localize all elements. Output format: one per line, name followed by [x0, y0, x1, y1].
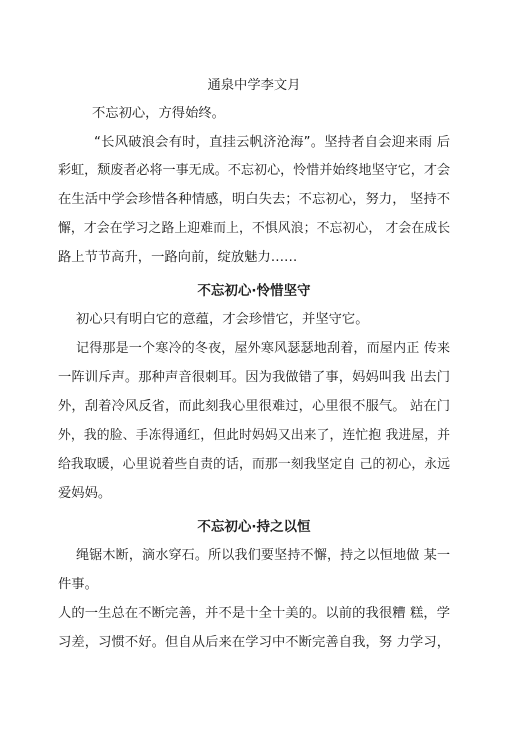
paragraph-line: 绳锯木断，滴水穿石。所以我们要坚持不懈，持之以恒地做 某一 [76, 548, 450, 563]
paragraph-line: 爱妈妈。 [58, 486, 112, 501]
intro-line: 彩虹，颓废者必将一事无成。不忘初心，怜惜并始终地坚守它，才会 [58, 163, 450, 178]
section-heading: 不忘初心·怜惜坚守 [197, 283, 311, 299]
paragraph-line: 件事。 [58, 577, 98, 592]
intro-line: “长风破浪会有时，直挂云帆济沧海”。坚持者自会迎来雨 后 [94, 135, 450, 150]
intro-line: 路上节节高升，一路向前，绽放魅力…… [58, 250, 298, 265]
paragraph-line: 给我取暖，心里说着些自责的话，而那一刻我坚定自 己的初心，永远 [58, 457, 450, 472]
paragraph-line: 外，我的脸、手冻得通红，但此时妈妈又出来了，连忙抱 我进屋，并 [58, 428, 450, 443]
paragraph-line: 人的一生总在不断完善，并不是十全十美的。以前的我很糟 糕，学 [58, 606, 450, 621]
paragraph-line: 一阵训斥声。那种声音很刺耳。因为我做错了事，妈妈叫我 出去门 [58, 370, 450, 385]
intro-line: 懈，才会在学习之路上迎难而上，不惧风浪；不忘初心， 才会在成长 [58, 221, 450, 236]
paragraph-line: 习差，习惯不好。但自从后来在学习中不断完善自我，努 力学习， [58, 635, 450, 650]
section-heading: 不忘初心·持之以恒 [197, 519, 311, 535]
intro-line: 在生活中学会珍惜各种情感，明白失去；不忘初心，努力， 坚持不 [58, 192, 450, 207]
paragraph-line: 初心只有明白它的意蕴，才会珍惜它，并坚守它。 [76, 312, 369, 327]
paragraph-line: 外，刮着冷风反省，而此刻我心里很难过，心里很不服气。 站在门 [58, 399, 450, 414]
author-line: 通泉中学李文月 [207, 78, 301, 93]
paragraph-line: 记得那是一个寒冷的冬夜，屋外寒风瑟瑟地刮着，而屋内正 传来 [76, 341, 450, 356]
motto: 不忘初心，方得始终。 [92, 106, 225, 121]
